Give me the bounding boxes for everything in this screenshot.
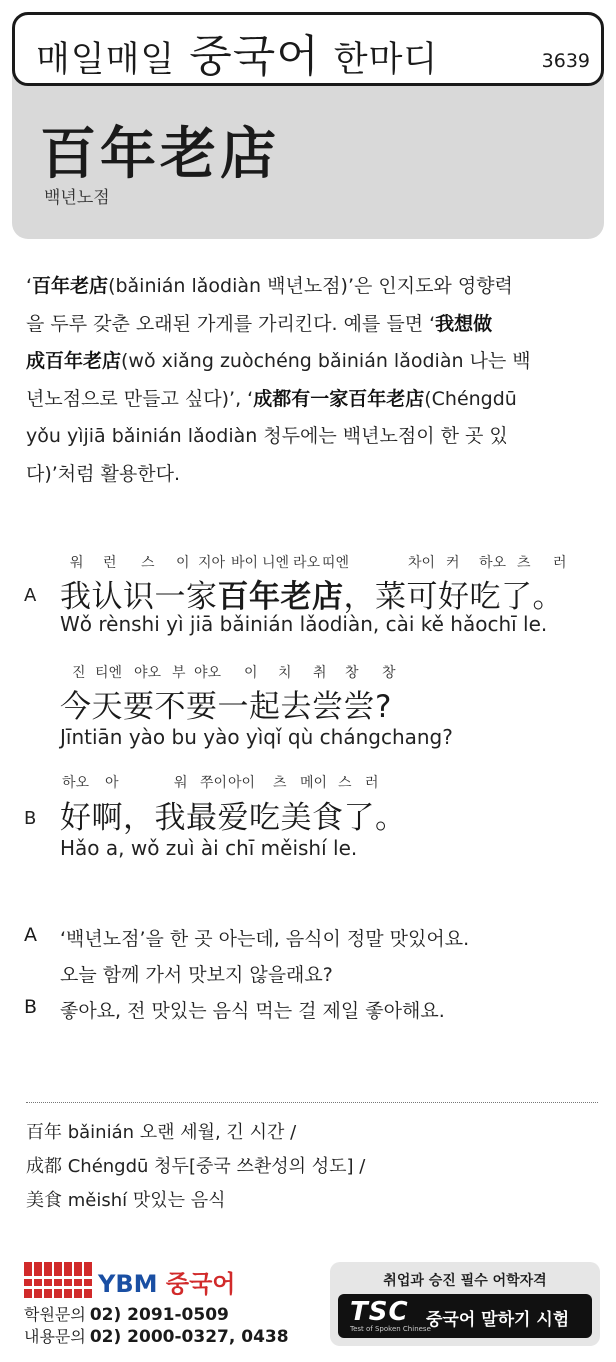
intro-line [26,456,598,494]
pronunciation-hint: 취 [313,665,327,681]
pinyin-line: Wǒ rènshi yì jiā bǎinián lǎodiàn, cài kě hǎochī le. [60,612,548,636]
divider [26,1102,598,1103]
intro-line [26,418,598,456]
pronunciation-hint: 워 [174,775,188,791]
speaker-label: A [24,924,37,946]
vocab-entry: 美食 měishí 맛있는 음식 [26,1190,226,1211]
contact-academy [24,1302,229,1325]
pronunciation-hint: 니엔 [262,555,290,571]
pronunciation-hint: 스 [338,775,352,791]
pronunciation-hint: 러 [365,775,379,791]
pronunciation-hint: 하오 [62,775,90,791]
speaker-label: A [24,585,37,606]
pronunciation-hint: 바이 [231,555,259,571]
tsc-tagline: 취업과 승진 필수 어학자격 [383,1273,547,1289]
contact-number: 02) 2091-0509 [89,1305,229,1325]
intro-line [26,268,598,306]
vocab-entry: 百年 bǎinián 오랜 세월, 긴 시간 / [26,1122,297,1143]
pronunciation-hint: 아 [105,775,119,791]
tsc-name: 중국어 말하기 시험 [426,1310,570,1330]
intro-line [26,306,598,344]
intro-text: yǒu yìjiā bǎinián lǎodiàn 청두에는 백년노점이 한 곳 있 [26,425,508,447]
pronunciation-hint: 야오 [194,665,222,681]
speaker-label: B [24,996,38,1018]
headword: 百年老店 [40,121,280,187]
pronunciation-hint: 치 [278,665,292,681]
ybm-brand-name: YBM [98,1270,158,1298]
chinese-sentence [60,571,564,616]
issue-number: 3639 [541,50,590,72]
chinese-text: 我认识一家 [60,579,218,615]
intro-text: 을 두루 갖춘 오래된 가게를 가리킨다. 예를 들면 ‘ [26,312,436,335]
intro-text: 년노점으로 만들고 싶다)’, ‘ [26,387,254,410]
ybm-brand-sub: 중국어 [165,1270,236,1298]
pronunciation-hint: 아이 [228,775,256,791]
chinese-text: 好啊，我最爱吃美食了。 [60,800,407,836]
intro-text: 다)’처럼 활용한다. [26,462,181,485]
tsc-logo: TSC [350,1297,409,1327]
pronunciation-hint: 런 [103,555,117,571]
intro-line [26,343,598,381]
series-prefix: 매일매일 [36,40,176,80]
pronunciation-hint: 진 [72,665,86,681]
pronunciation-hint: 커 [446,555,460,571]
pronunciation-hint: 츠 [517,555,531,571]
pronunciation-hint: 티엔 [95,665,123,681]
intro-chinese: 成都有一家百年老店 [253,387,425,410]
tsc-ad [330,1262,600,1346]
headword-korean: 백년노점 [44,188,110,208]
ybm-brand [98,1264,235,1299]
pinyin-line: Jīntiān yào bu yào yìqǐ qù chángchang? [60,725,453,749]
tsc-bar [338,1294,592,1338]
pronunciation-hint: 이 [244,665,258,681]
chinese-highlight: 百年老店 [217,579,344,615]
chinese-sentence [60,792,407,837]
intro-chinese: 百年老店 [32,275,109,297]
pronunciation-hint: 창 [382,665,396,681]
pronunciation-hint: 이 [176,555,190,571]
chinese-text: 今天要不要一起去尝尝? [60,689,392,725]
pronunciation-hint: 차이 [408,555,436,571]
translation-line: 좋아요, 전 맛있는 음식 먹는 걸 제일 좋아해요. [60,1000,445,1022]
intro-text: (bǎinián lǎodiàn 백년노점)’은 인지도와 영향력 [108,275,513,297]
pronunciation-hint: 띠엔 [322,555,350,571]
contact-label: 내용문의 [24,1327,86,1346]
pronunciation-hint: 부 [172,665,186,681]
pronunciation-hint: 워 [70,555,84,571]
intro-text: (wǒ xiǎng zuòchéng bǎinián lǎodiàn 나는 백 [121,350,531,372]
pronunciation-hint: 야오 [134,665,162,681]
ybm-logo-icon [24,1262,94,1298]
pronunciation-hint: 러 [553,555,567,571]
contact-number: 02) 2000-0327, 0438 [89,1327,289,1347]
contact-content [24,1324,289,1347]
intro-paragraph [26,268,598,493]
translation-line: 오늘 함께 가서 맛보지 않을래요? [60,964,333,986]
pronunciation-hint: 메이 [300,775,328,791]
pronunciation-hint: 츠 [273,775,287,791]
intro-chinese: 成百年老店 [26,350,122,372]
pronunciation-hint: 지아 [198,555,226,571]
intro-line [26,381,598,419]
intro-chinese: 我想做 [435,312,493,335]
pronunciation-hint: 라오 [293,555,321,571]
series-main: 중국어 [189,31,320,82]
contact-label: 학원문의 [24,1305,86,1324]
pronunciation-hint: 창 [345,665,359,681]
pinyin-line: Hǎo a, wǒ zuì ài chī měishí le. [60,836,358,860]
pronunciation-hint: 쭈이 [200,775,228,791]
pronunciation-hint: 스 [141,555,155,571]
translation-line: ‘백년노점’을 한 곳 아는데, 음식이 정말 맛있어요. [60,928,470,950]
speaker-label: B [24,808,37,829]
series-suffix: 한마디 [333,40,439,80]
intro-text: (Chéngdū [424,387,517,410]
intro-text: ‘ [26,275,33,297]
chinese-sentence [60,681,392,726]
tsc-subtitle: Test of Spoken Chinese [350,1325,431,1333]
chinese-text: ，菜可好吃了。 [343,579,564,615]
vocab-entry: 成都 Chéngdū 청두[중국 쓰촨성의 성도] / [26,1156,366,1177]
series-title [36,20,439,82]
pronunciation-hint: 하오 [479,555,507,571]
